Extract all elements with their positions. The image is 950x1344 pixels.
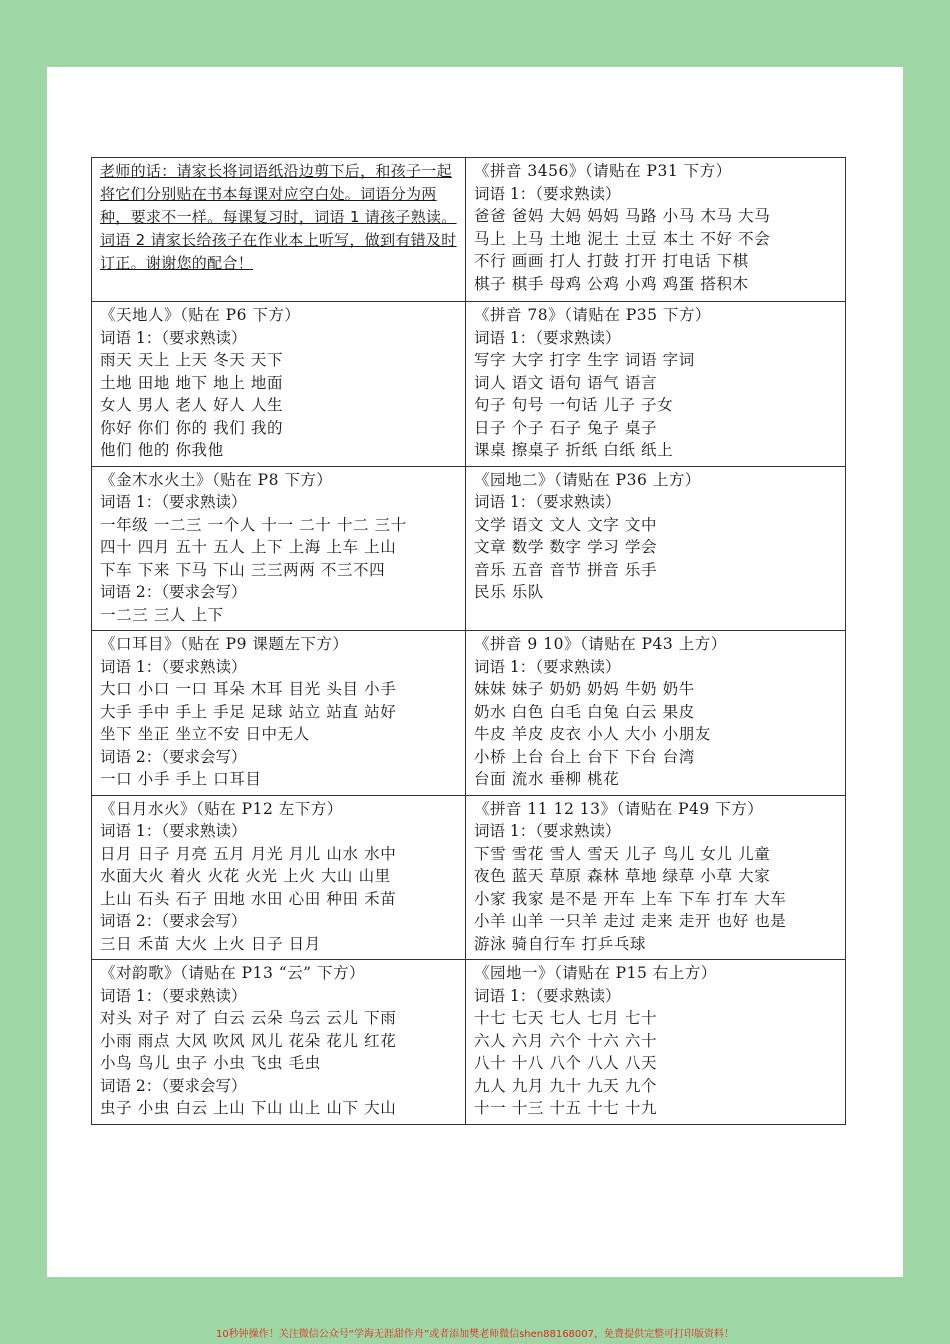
word-row: 课桌 擦桌子 折纸 白纸 纸上 <box>474 441 674 459</box>
word-row: 下雪 雪花 雪人 雪天 儿子 鸟儿 女儿 儿童 <box>474 844 771 863</box>
word-row: 民乐 乐队 <box>474 583 544 601</box>
footer-notice: 10秒钟操作！关注微信公众号“学海无涯甜作舟”或者添加樊老师微信shen88168007，免费提供完整可打印版资料！ <box>215 1329 735 1340</box>
word-row: 小鸟 鸟儿 虫子 小虫 飞虫 毛虫 <box>100 1054 321 1072</box>
word-row: 大口 小口 一口 耳朵 木耳 目光 头目 小手 <box>100 680 397 698</box>
word-row: 他们 他的 你我他 <box>100 441 224 459</box>
worksheet-page <box>47 67 903 1277</box>
group-label: 词语 2：（要求会写） <box>100 583 247 601</box>
word-row: 虫子 小虫 白云 上山 下山 山上 山下 大山 <box>100 1099 397 1117</box>
lesson-title: 《天地人》（贴在 P6 下方） <box>100 306 301 324</box>
lesson-cell <box>92 960 466 1125</box>
word-row: 一口 小手 手上 口耳目 <box>100 770 262 788</box>
word-row: 日子 个子 石子 兔子 桌子 <box>474 418 658 437</box>
word-row: 八十 十八 八个 八人 八天 <box>474 1054 658 1072</box>
word-row: 台面 流水 垂柳 桃花 <box>474 770 620 788</box>
word-row: 小雨 雨点 大风 吹风 风儿 花朵 花儿 红花 <box>100 1031 397 1050</box>
lesson-title: 《拼音 11 12 13》（请贴在 P49 下方） <box>474 799 764 818</box>
lesson-title: 《口耳目》（贴在 P9 课题左下方） <box>100 635 349 653</box>
word-row: 你好 你们 你的 我们 我的 <box>100 418 284 437</box>
word-row: 土地 田地 地下 地上 地面 <box>100 373 284 392</box>
lesson-cell <box>92 795 466 960</box>
word-row: 雨天 天上 上天 冬天 天下 <box>100 351 284 369</box>
word-row: 音乐 五音 音节 拼音 乐手 <box>474 560 658 579</box>
lesson-title: 《园地一》（请贴在 P15 右上方） <box>474 964 717 982</box>
group-label: 词语 1：（要求熟读） <box>100 986 247 1005</box>
word-row: 写字 大字 打字 生字 词语 字词 <box>474 351 695 369</box>
lesson-title: 《拼音 3456》（请贴在 P31 下方） <box>474 162 732 180</box>
group-label: 词语 1：（要求熟读） <box>474 184 621 203</box>
word-row: 游泳 骑自行车 打乒乓球 <box>474 934 647 953</box>
word-row: 小羊 山羊 一只羊 走过 走来 走开 也好 也是 <box>474 912 787 930</box>
group-label: 词语 2：（要求会写） <box>100 912 247 930</box>
word-row: 文学 语文 文人 文字 文中 <box>474 515 658 534</box>
word-row: 马上 上马 土地 泥土 土豆 本土 不好 不会 <box>474 229 771 248</box>
teacher-note: 老师的话：请家长将词语纸沿边剪下后，和孩子一起将它们分别贴在书本每课对应空白处。词语分为两种，要求不一样。每课复习时，词语 1 请孩子熟读。词语 2 请家长给孩子在作业本上听写，做到有错及时订正。谢谢您的配合！ <box>100 162 457 272</box>
lesson-title: 《金木水火土》（贴在 P8 下方） <box>100 470 333 489</box>
word-row: 女人 男人 老人 好人 人生 <box>100 396 284 414</box>
word-row: 下车 下来 下马 下山 三三两两 不三不四 <box>100 560 386 579</box>
lesson-title: 《拼音 9 10》（请贴在 P43 上方） <box>474 635 727 653</box>
word-row: 日月 日子 月亮 五月 月光 月儿 山水 水中 <box>100 844 397 863</box>
word-row: 九人 九月 九十 九天 九个 <box>474 1076 658 1095</box>
teacher-note-cell <box>92 158 466 302</box>
group-label: 词语 1：（要求熟读） <box>474 657 621 676</box>
word-row: 不行 画画 打人 打鼓 打开 打电话 下棋 <box>474 252 749 270</box>
word-row: 小家 我家 是不是 开车 上车 下车 打车 大车 <box>474 889 787 908</box>
word-row: 爸爸 爸妈 大妈 妈妈 马路 小马 木马 大马 <box>474 207 771 225</box>
lesson-cell <box>92 631 466 796</box>
word-row: 对头 对子 对了 白云 云朵 乌云 云儿 下雨 <box>100 1009 397 1027</box>
word-row: 棋子 棋手 母鸡 公鸡 小鸡 鸡蛋 搭积木 <box>474 274 749 293</box>
group-label: 词语 1：（要求熟读） <box>474 986 621 1005</box>
group-label: 词语 1：（要求熟读） <box>100 493 247 511</box>
group-label: 词语 1：（要求熟读） <box>100 822 247 840</box>
group-label: 词语 2：（要求会写） <box>100 747 247 766</box>
group-label: 词语 1：（要求熟读） <box>474 328 621 347</box>
word-row: 十七 七天 七人 七月 七十 <box>474 1009 658 1027</box>
word-row: 妹妹 妹子 奶奶 奶妈 牛奶 奶牛 <box>474 680 695 698</box>
group-label: 词语 1：（要求熟读） <box>474 493 621 511</box>
lesson-cell <box>466 960 846 1125</box>
word-row: 牛皮 羊皮 皮衣 小人 大小 小朋友 <box>474 725 711 743</box>
word-row: 词人 语文 语句 语气 语言 <box>474 373 658 392</box>
group-label: 词语 2：（要求会写） <box>100 1076 247 1095</box>
lesson-cell <box>92 466 466 631</box>
word-row: 大手 手中 手上 手足 足球 站立 站直 站好 <box>100 702 397 721</box>
lesson-cell <box>466 466 846 631</box>
lesson-cell <box>92 302 466 467</box>
group-label: 词语 1：（要求熟读） <box>100 657 247 676</box>
word-row: 四十 四月 五十 五人 上下 上海 上车 上山 <box>100 538 397 556</box>
vocabulary-table <box>91 157 846 1125</box>
word-row: 夜色 蓝天 草原 森林 草地 绿草 小草 大家 <box>474 867 771 885</box>
word-row: 三日 禾苗 大火 上火 日子 日月 <box>100 934 321 953</box>
lesson-cell <box>466 795 846 960</box>
word-row: 一年级 一二三 一个人 十一 二十 十二 三十 <box>100 515 407 534</box>
lesson-title: 《日月水火》（贴在 P12 左下方） <box>100 799 343 818</box>
word-row: 句子 句号 一句话 儿子 子女 <box>474 396 674 414</box>
lesson-title: 《园地二》（请贴在 P36 上方） <box>474 470 701 489</box>
word-row: 水面大火 着火 火花 火光 上火 大山 山里 <box>100 867 391 885</box>
group-label: 词语 1：（要求熟读） <box>100 328 247 347</box>
lesson-cell <box>466 631 846 796</box>
word-row: 六人 六月 六个 十六 六十 <box>474 1031 658 1050</box>
lesson-cell <box>466 302 846 467</box>
lesson-title: 《对韵歌》（请贴在 P13 “云” 下方） <box>100 964 366 982</box>
word-row: 十一 十三 十五 十七 十九 <box>474 1099 658 1117</box>
lesson-title: 《拼音 78》（请贴在 P35 下方） <box>474 306 711 324</box>
word-row: 坐下 坐正 坐立不安 日中无人 <box>100 725 310 743</box>
word-row: 小桥 上台 台上 台下 下台 台湾 <box>474 747 695 766</box>
word-row: 文章 数学 数字 学习 学会 <box>474 538 658 556</box>
lesson-cell <box>466 158 846 302</box>
word-row: 奶水 白色 白毛 白兔 白云 果皮 <box>474 702 695 721</box>
word-row: 上山 石头 石子 田地 水田 心田 种田 禾苗 <box>100 889 397 908</box>
word-row: 一二三 三人 上下 <box>100 605 224 624</box>
group-label: 词语 1：（要求熟读） <box>474 822 621 840</box>
